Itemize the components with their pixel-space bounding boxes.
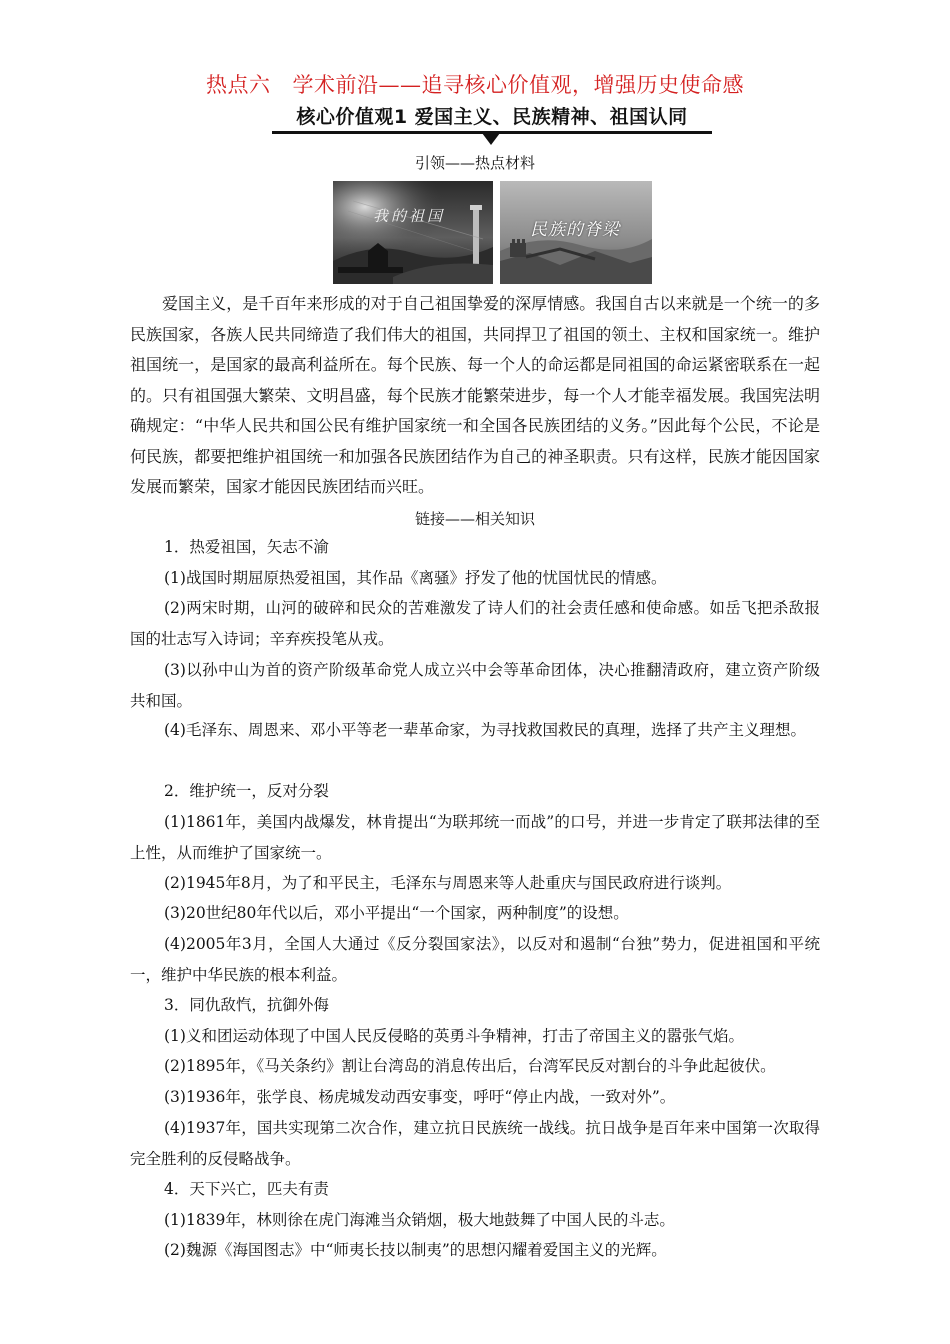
link-heading: 链接——相关知识 (414, 510, 535, 528)
list-item: (4)2005年3月，全国人大通过《反分裂国家法》，以反对和遏制“台独”势力，促进祖国和平统一，维护中华民族的根本利益。 (130, 935, 820, 984)
intro-paragraph: 爱国主义，是千百年来形成的对于自己祖国挚爱的深厚情感。我国自古以来就是一个统一的多民族国家，各族人民共同缔造了我们伟大的祖国，共同捍卫了祖国的领土、主权和国家统一。维护祖国统一，是国家的最高利益所在。每个民族、每一个人的命运都是同祖国的命运紧密联系在一起的。只有祖国强大繁荣、文明昌盛，每个民族才能繁荣进步，每一个人才能幸福发展。我国宪法明确规定：“中华人民共和国公民有维护国家统一和全国各民族团结的义务。”因此每个公民，不论是何民族，都要把维护祖国统一和加强各民族团结作为自己的神圣职责。只有这样，民族才能因国家发展而繁荣，国家才能因民族团结而兴旺。 (130, 294, 820, 496)
banner-title: 核心价值观1 爱国主义、民族精神、祖国认同 (296, 106, 688, 128)
title-topic-text: 学术前沿——追寻核心价值观，增强历史使命感 (292, 73, 744, 97)
list-item: (2)两宋时期，山河的破碎和民众的苦难激发了诗人们的社会责任感和使命感。如岳飞把杀敌报国的壮志写入诗词；辛弃疾投笔从戎。 (130, 599, 820, 648)
section-heading: 4．天下兴亡，匹夫有责 (164, 1180, 329, 1198)
section-heading: 1．热爱祖国，矢志不渝 (164, 538, 329, 556)
image-my-motherland (333, 181, 493, 284)
list-item: (1)战国时期屈原热爱祖国，其作品《离骚》抒发了他的忧国忧民的情感。 (164, 569, 667, 587)
list-item: (1)义和团运动体现了中国人民反侵略的英勇斗争精神，打击了帝国主义的嚣张气焰。 (164, 1027, 744, 1045)
section-heading: 2．维护统一，反对分裂 (164, 782, 329, 800)
list-item: (1)1861年，美国内战爆发，林肯提出“为联邦统一而战”的口号，并进一步肯定了联邦法律的至上性，从而维护了国家统一。 (130, 813, 820, 862)
list-item: (3)20世纪80年代以后，邓小平提出“一个国家，两种制度”的设想。 (164, 904, 629, 922)
image-left-caption: 我的祖国 (373, 207, 446, 225)
list-item: (2)1945年8月，为了和平民主，毛泽东与周恩来等人赴重庆与国民政府进行谈判。 (164, 874, 732, 892)
banner-pointer-icon (482, 133, 500, 145)
list-item: (2)1895年，《马关条约》割让台湾岛的消息传出后，台湾军民反对割台的斗争此起彼伏。 (164, 1057, 776, 1075)
title-topic-number: 热点六 (206, 73, 271, 97)
page-title (0, 70, 950, 100)
list-item: (3)以孙中山为首的资产阶级革命党人成立兴中会等革命团体，决心推翻清政府，建立资产阶级共和国。 (130, 661, 820, 710)
list-item: (1)1839年，林则徐在虎门海滩当众销烟，极大地鼓舞了中国人民的斗志。 (164, 1211, 675, 1229)
lead-heading: 引领——热点材料 (414, 154, 535, 172)
image-national-backbone (500, 181, 652, 284)
list-item: (4)毛泽东、周恩来、邓小平等老一辈革命家，为寻找救国救民的真理，选择了共产主义理想。 (164, 721, 806, 739)
section-banner (272, 103, 712, 133)
list-item: (4)1937年，国共实现第二次合作，建立抗日民族统一战线。抗日战争是百年来中国第一次取得完全胜利的反侵略战争。 (130, 1119, 820, 1168)
list-item: (3)1936年，张学良、杨虎城发动西安事变，呼吁“停止内战，一致对外”。 (164, 1088, 676, 1106)
section-heading: 3．同仇敌忾，抗御外侮 (164, 996, 329, 1014)
image-right-caption: 民族的脊梁 (530, 220, 620, 240)
list-item: (2)魏源《海国图志》中“师夷长技以制夷”的思想闪耀着爱国主义的光辉。 (164, 1241, 667, 1259)
